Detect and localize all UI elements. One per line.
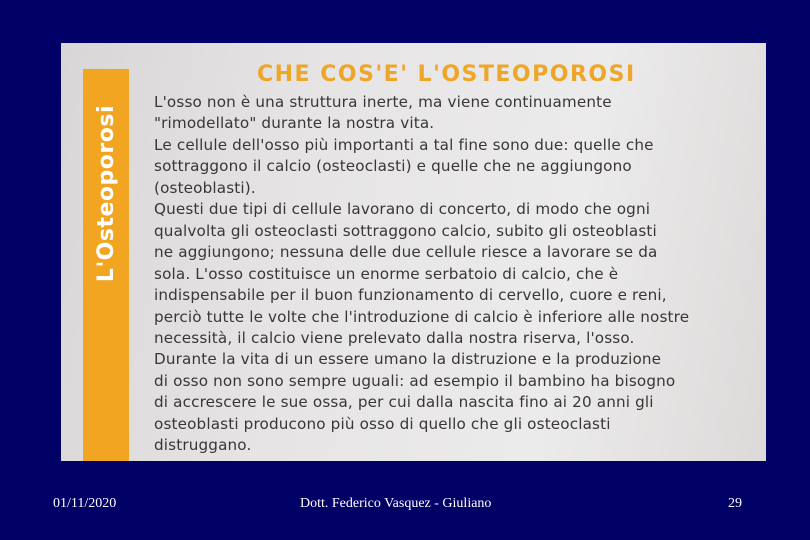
- body-line: ne aggiungono; nessuna delle due cellule riesce a lavorare se da: [154, 243, 658, 262]
- body-line: Durante la vita di un essere umano la distruzione e la produzione: [154, 350, 662, 369]
- article-body: [154, 92, 719, 457]
- body-line: distruggano.: [154, 436, 252, 455]
- side-title: [83, 69, 129, 461]
- body-line: Questi due tipi di cellule lavorano di concerto, di modo che ogni: [154, 200, 651, 219]
- page-number: 29: [728, 496, 742, 511]
- body-line: di accrescere le sue ossa, per cui dalla nascita fino ai 20 anni gli: [154, 393, 654, 412]
- body-line: necessità, il calcio viene prelevato dalla nostra riserva, l'osso.: [154, 328, 635, 347]
- article-title: CHE COS'E' L'OSTEOPOROSI: [257, 62, 636, 87]
- body-line: (osteoblasti).: [154, 178, 256, 197]
- footer-author: Dott. Federico Vasquez - Giuliano: [300, 496, 492, 511]
- side-title-text: L'Osteoporosi: [93, 105, 119, 283]
- body-line: di osso non sono sempre uguali: ad esempio il bambino ha bisogno: [154, 371, 676, 390]
- body-line: sola. L'osso costituisce un enorme serbatoio di calcio, che è: [154, 264, 619, 283]
- body-line: indispensabile per il buon funzionamento di cervello, cuore e reni,: [154, 286, 667, 305]
- body-line: osteoblasti producono più osso di quello che gli osteoclasti: [154, 414, 611, 433]
- body-line: "rimodellato" durante la nostra vita.: [154, 114, 435, 133]
- body-line: sottraggono il calcio (osteoclasti) e quelle che ne aggiungono: [154, 157, 632, 176]
- body-line: Le cellule dell'osso più importanti a tal fine sono due: quelle che: [154, 135, 654, 154]
- article-photo: [61, 43, 766, 461]
- footer-date: 01/11/2020: [53, 496, 117, 511]
- body-line: qualvolta gli osteoclasti sottraggono calcio, subito gli osteoblasti: [154, 221, 657, 240]
- body-line: perciò tutte le volte che l'introduzione di calcio è inferiore alle nostre: [154, 307, 690, 326]
- body-line: L'osso non è una struttura inerte, ma viene continuamente: [154, 93, 612, 111]
